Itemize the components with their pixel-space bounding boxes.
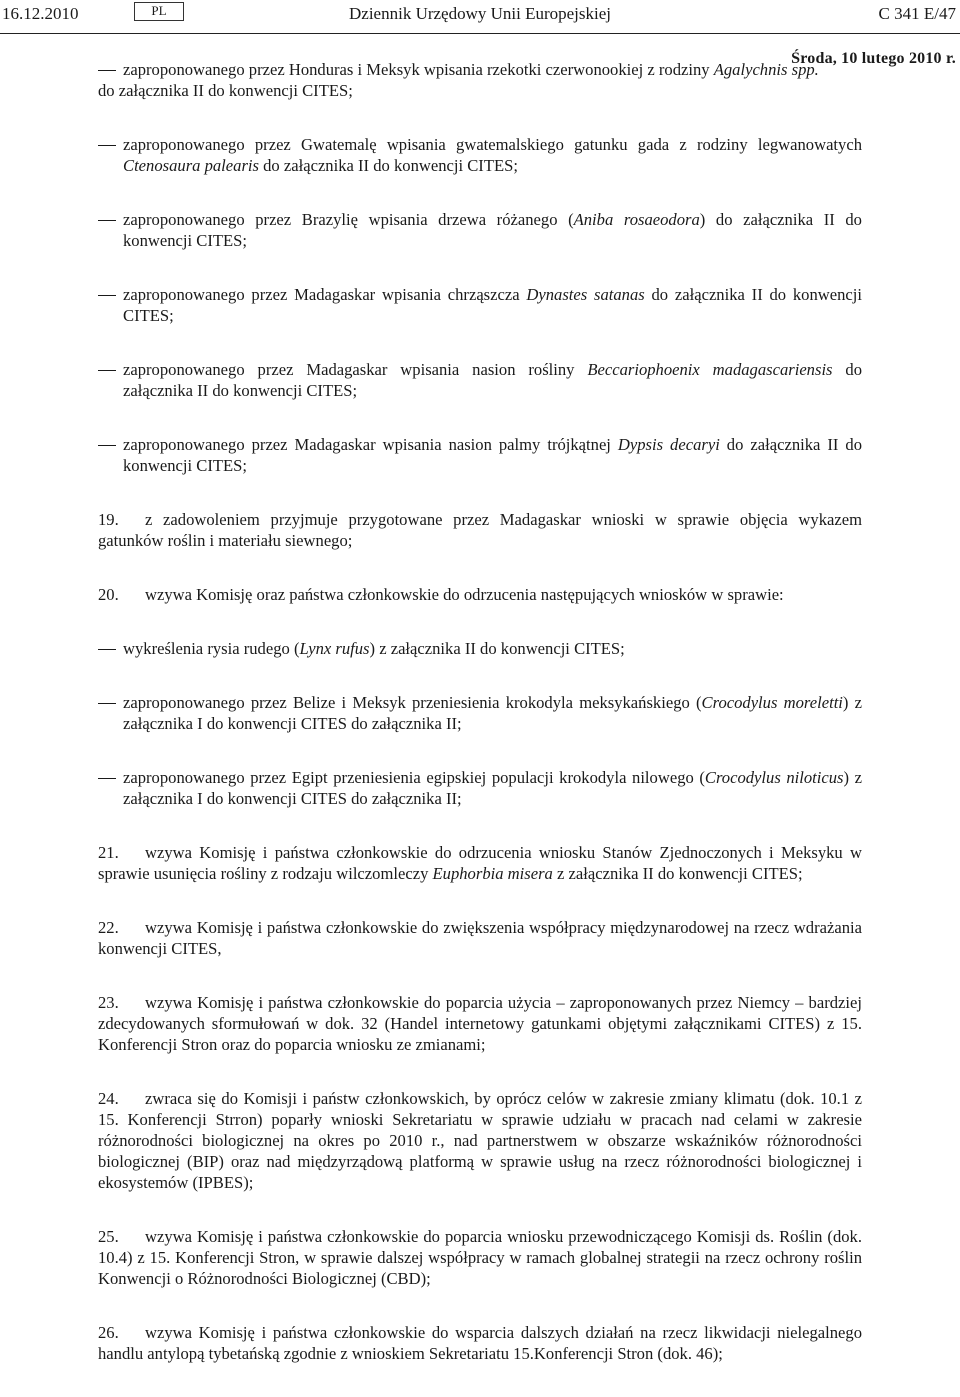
text-segment: zaproponowanego przez Gwatemalę wpisania gwatemalskiego gatunku gada z rodziny legwanowatych (123, 135, 862, 154)
paragraph-text (123, 767, 862, 809)
indent-item (98, 284, 862, 326)
paragraph-number: 24. (98, 1089, 119, 1108)
paragraph-text (98, 1323, 862, 1363)
species-name: Beccariophoenix madagascariensis (587, 360, 833, 379)
numbered-paragraph (98, 584, 862, 605)
dash-marker (98, 295, 116, 296)
species-name: Ctenosaura palearis (123, 156, 259, 175)
text-segment: wzywa Komisję i państwa członkowskie do poparcia użycia – zaproponowanych przez Niemcy – bardziej zdecydowanych sformułowań w dok. 32 (Handel internetowy gatunkami objętymi załącznikami CITES) z 15. Konferencji Stron oraz do poparcia wniosku ze zmianami; (98, 993, 862, 1054)
paragraph-text (98, 918, 862, 958)
paragraph-number: 22. (98, 918, 119, 937)
text-segment: do załącznika II do konwencji CITES; (123, 360, 862, 400)
text-segment: zaproponowanego przez Brazylię wpisania drzewa różanego ( (123, 210, 574, 229)
text-segment: wykreślenia rysia rudego ( (123, 639, 300, 658)
paragraph-text (123, 134, 862, 176)
text-segment: zaproponowanego przez Belize i Meksyk przeniesienia krokodyla meksykańskiego ( (123, 693, 702, 712)
text-segment: ) z załącznika II do konwencji CITES; (369, 639, 625, 658)
indent-item (98, 59, 862, 80)
text-segment: wzywa Komisję i państwa członkowskie do zwiększenia współpracy międzynarodowej na rzecz wdrażania konwencji CITES, (98, 918, 862, 958)
indent-item (98, 209, 862, 251)
journal-title: Dziennik Urzędowy Unii Europejskiej (349, 4, 612, 23)
text-segment: ) z załącznika I do konwencji CITES do załącznika II; (123, 693, 863, 733)
sitting-date: Środa, 10 lutego 2010 r. (791, 50, 956, 67)
paragraph-text (123, 359, 862, 401)
text-segment: zaproponowanego przez Madagaskar wpisania nasion palmy trójkątnej (123, 435, 618, 454)
species-name: Dypsis decaryi (617, 435, 720, 454)
text-segment: do załącznika II do konwencji CITES; (258, 156, 518, 175)
text-segment: zaproponowanego przez Madagaskar wpisania nasion rośliny (123, 360, 588, 379)
species-name: Crocodylus moreletti (701, 693, 843, 712)
journal-header (0, 0, 960, 34)
paragraph-number: 26. (98, 1323, 119, 1342)
numbered-paragraph (98, 917, 862, 959)
text-segment: z załącznika II do konwencji CITES; (552, 864, 803, 883)
dash-marker (98, 145, 116, 146)
paragraph-number: 21. (98, 843, 119, 862)
dash-marker (98, 778, 116, 779)
species-name: Aniba rosaeodora (573, 210, 700, 229)
text-segment: do załącznika II do konwencji CITES; (123, 285, 862, 325)
dash-marker (98, 70, 116, 71)
text-segment: z zadowoleniem przyjmuje przygotowane przez Madagaskar wnioski w sprawie objęcia wykazem gatunków roślin i materiału siewnego; (98, 510, 862, 550)
text-segment: zwraca się do Komisji i państw członkowskich, by oprócz celów w zakresie zmiany klimatu (dok. 10.1 z 15. Konferencji Strron) poparły wnioski Sekretariatu w sprawie udziału w pracach nad celami w zakresie różnorodności biologicznej na okres po 2010 r., nad partnerstwem w obszarze wskaźników różnorodności biologicznej (BIP) oraz nad międzyrządową platformą w sprawie usług na rzecz różnorodności biologicznej i ekosystemów (IPBES); (98, 1089, 862, 1192)
indent-item (98, 434, 862, 476)
paragraph-text (98, 1227, 862, 1288)
paragraph-text (123, 59, 862, 80)
text-segment: wzywa Komisję i państwa członkowskie do odrzucenia wniosku Stanów Zjednoczonych i Meksyku w sprawie usunięcia rośliny z rodzaju wilczomleczy (98, 843, 862, 883)
species-name: Lynx rufus (299, 639, 370, 658)
indent-item (98, 134, 862, 176)
text-segment: wzywa Komisję i państwa członkowskie do wsparcia dalszych działań na rzecz likwidacji nielegalnego handlu antylopą tybetańską zgodnie z wnioskiem Sekretariatu 15.Konferencji Stron (dok. 46); (98, 1323, 862, 1363)
paragraph-text (98, 80, 862, 101)
paragraph-text (98, 510, 862, 550)
paragraph-text (145, 585, 784, 604)
paragraph-number: 23. (98, 993, 119, 1012)
text-segment: zaproponowanego przez Madagaskar wpisania chrząszcza (123, 285, 527, 304)
indent-item (98, 359, 862, 401)
text-segment: ) z załącznika I do konwencji CITES do załącznika II; (123, 768, 863, 808)
text-segment: do załącznika II do konwencji CITES; (123, 435, 863, 475)
numbered-paragraph (98, 1322, 862, 1364)
page-reference: C 341 E/47 (878, 4, 956, 23)
indent-item (98, 638, 862, 659)
indent-continuation (98, 80, 862, 101)
text-segment: do załącznika II do konwencji CITES; (98, 81, 353, 100)
numbered-paragraph (98, 1226, 862, 1289)
paragraph-number: 25. (98, 1227, 119, 1246)
paragraph-text (123, 284, 862, 326)
dash-marker (98, 370, 116, 371)
species-name: Dynastes satanas (526, 285, 645, 304)
species-name: Crocodylus niloticus (704, 768, 844, 787)
numbered-paragraph (98, 992, 862, 1055)
numbered-paragraph (98, 509, 862, 551)
paragraph-text (98, 993, 862, 1054)
text-segment: wzywa Komisję i państwa członkowskie do poparcia wniosku przewodniczącego Komisji ds. Roślin (dok. 10.4) z 15. Konferencji Stron, w sprawie dalszej współpracy w ramach globalnej strategii na rzecz ochrony roślin Konwencji o Różnorodności Biologicznej (CBD); (98, 1227, 862, 1288)
paragraph-text (123, 638, 862, 659)
text-segment: wzywa Komisję oraz państwa członkowskie do odrzucenia następujących wniosków w sprawie: (145, 585, 784, 604)
paragraph-text (123, 692, 862, 734)
paragraph-text (123, 209, 862, 251)
paragraph-number: 19. (98, 510, 119, 529)
paragraph-number: 20. (98, 585, 119, 604)
document-body (98, 59, 862, 1397)
dash-marker (98, 649, 116, 650)
text-segment: zaproponowanego przez Egipt przeniesienia egipskiej populacji krokodyla nilowego ( (123, 768, 705, 787)
dash-marker (98, 445, 116, 446)
indent-item (98, 767, 862, 809)
publication-date: 16.12.2010 (2, 4, 79, 23)
indent-item (98, 692, 862, 734)
species-name: Euphorbia misera (432, 864, 553, 883)
text-segment: ) do załącznika II do konwencji CITES; (123, 210, 862, 250)
paragraph-text (98, 1089, 862, 1192)
species-name: Agalychnis spp. (713, 60, 819, 79)
language-badge: PL (134, 2, 184, 21)
dash-marker (98, 220, 116, 221)
paragraph-text (98, 843, 862, 883)
numbered-paragraph (98, 1088, 862, 1193)
text-segment: zaproponowanego przez Honduras i Meksyk wpisania rzekotki czerwonookiej z rodziny (123, 60, 714, 79)
numbered-paragraph (98, 842, 862, 884)
dash-marker (98, 703, 116, 704)
paragraph-text (123, 434, 862, 476)
